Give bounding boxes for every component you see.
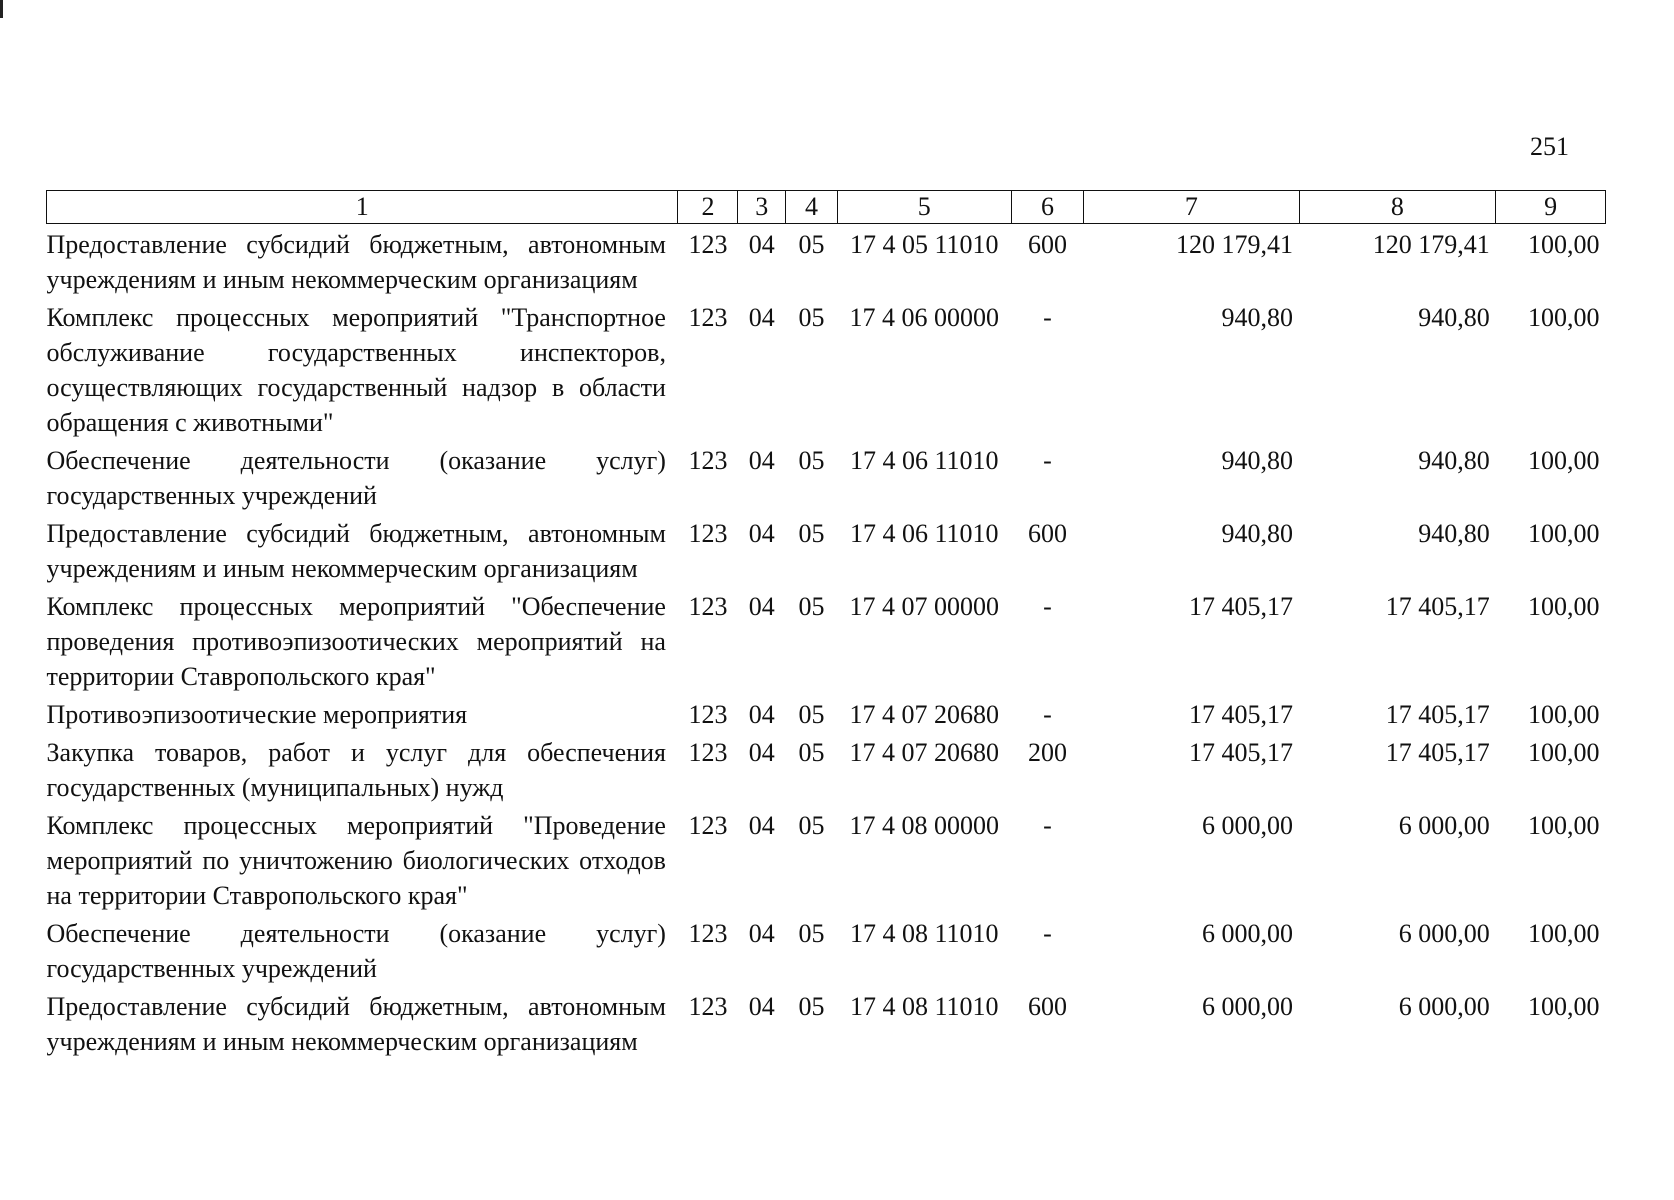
row-amount-7: 17 405,17: [1189, 738, 1294, 767]
row-code-2: 123: [688, 992, 728, 1021]
page-number: 251: [1530, 132, 1569, 161]
row-percent-9: 100,00: [1528, 230, 1600, 259]
row-amount-7: 6 000,00: [1202, 992, 1294, 1021]
row-code-6: -: [1043, 811, 1052, 840]
table-row: [47, 913, 1606, 986]
row-code-3: 04: [748, 738, 775, 767]
row-code-6: 600: [1027, 230, 1067, 259]
row-code-6: 200: [1027, 738, 1067, 767]
row-code-2: 123: [688, 446, 728, 475]
row-percent-9: 100,00: [1528, 992, 1600, 1021]
table-row: [47, 297, 1606, 440]
row-code-5: 17 4 08 00000: [849, 811, 1000, 840]
row-code-3: 04: [748, 519, 775, 548]
table-body: [47, 224, 1606, 1060]
scan-edge-mark: [0, 0, 3, 18]
table-row: [47, 805, 1606, 913]
row-code-2: 123: [688, 230, 728, 259]
column-header-1: 1: [47, 191, 678, 224]
table-row: [47, 513, 1606, 586]
column-header-5: 5: [837, 191, 1011, 224]
row-code-6: -: [1043, 919, 1052, 948]
row-percent-9: 100,00: [1528, 811, 1600, 840]
row-amount-7: 17 405,17: [1189, 592, 1294, 621]
row-code-4: 05: [798, 919, 825, 948]
row-code-5: 17 4 07 20680: [849, 700, 1000, 729]
row-amount-8: 6 000,00: [1398, 919, 1490, 948]
table-row: [47, 586, 1606, 694]
row-amount-7: 940,80: [1221, 519, 1294, 548]
row-amount-7: 6 000,00: [1202, 811, 1294, 840]
row-code-6: -: [1043, 700, 1052, 729]
row-code-2: 123: [688, 592, 728, 621]
column-header-9: 9: [1496, 191, 1606, 224]
row-name: Предоставление субсидий бюджетным, автономным учреждениям и иным некоммерческим организациям: [46, 992, 666, 1056]
row-name: Противоэпизоотические мероприятия: [46, 700, 468, 729]
row-code-2: 123: [688, 811, 728, 840]
row-code-4: 05: [798, 446, 825, 475]
row-name: Комплекс процессных мероприятий "Проведение мероприятий по уничтожению биологических отходов на территории Ставропольского края": [46, 811, 666, 910]
column-header-2: 2: [678, 191, 738, 224]
row-name: Обеспечение деятельности (оказание услуг) государственных учреждений: [46, 919, 666, 983]
row-amount-8: 17 405,17: [1385, 700, 1490, 729]
row-name: Комплекс процессных мероприятий "Обеспечение проведения противоэпизоотических мероприятий на территории Ставропольского края": [46, 592, 666, 691]
column-header-8: 8: [1299, 191, 1496, 224]
row-code-3: 04: [748, 446, 775, 475]
row-amount-8: 940,80: [1418, 519, 1490, 548]
row-percent-9: 100,00: [1528, 303, 1600, 332]
row-name: Предоставление субсидий бюджетным, автономным учреждениям и иным некоммерческим организациям: [46, 519, 666, 583]
table-row: [47, 986, 1606, 1059]
row-code-4: 05: [798, 230, 825, 259]
row-amount-7: 17 405,17: [1189, 700, 1294, 729]
row-code-5: 17 4 07 00000: [849, 592, 1000, 621]
row-code-4: 05: [798, 519, 825, 548]
row-name: Обеспечение деятельности (оказание услуг) государственных учреждений: [46, 446, 666, 510]
header-row: [47, 191, 1606, 224]
row-amount-7: 940,80: [1221, 446, 1294, 475]
row-code-3: 04: [748, 919, 775, 948]
row-code-4: 05: [798, 592, 825, 621]
row-name: Закупка товаров, работ и услуг для обеспечения государственных (муниципальных) нужд: [46, 738, 666, 802]
row-percent-9: 100,00: [1528, 738, 1600, 767]
row-code-4: 05: [798, 303, 825, 332]
row-amount-8: 6 000,00: [1398, 811, 1490, 840]
table-header: [47, 191, 1606, 224]
row-amount-8: 6 000,00: [1398, 992, 1490, 1021]
row-percent-9: 100,00: [1528, 519, 1600, 548]
row-code-5: 17 4 06 11010: [850, 446, 999, 475]
row-code-5: 17 4 06 11010: [850, 519, 999, 548]
row-name: Комплекс процессных мероприятий "Транспортное обслуживание государственных инспекторов, осуществляющих государственный надзор в области обращения с животными": [46, 303, 666, 437]
row-amount-7: 6 000,00: [1202, 919, 1294, 948]
row-code-3: 04: [748, 230, 775, 259]
row-code-5: 17 4 05 11010: [850, 230, 999, 259]
row-code-3: 04: [748, 992, 775, 1021]
table-row: [47, 224, 1606, 298]
row-code-6: 600: [1027, 519, 1067, 548]
row-code-3: 04: [748, 303, 775, 332]
row-code-6: -: [1043, 446, 1052, 475]
row-code-5: 17 4 06 00000: [849, 303, 1000, 332]
row-amount-8: 120 179,41: [1372, 230, 1490, 259]
row-code-5: 17 4 07 20680: [849, 738, 1000, 767]
row-code-6: -: [1043, 303, 1052, 332]
table-row: [47, 694, 1606, 732]
row-code-2: 123: [688, 519, 728, 548]
row-amount-8: 940,80: [1418, 446, 1490, 475]
row-code-4: 05: [798, 738, 825, 767]
row-code-3: 04: [748, 700, 775, 729]
row-amount-7: 120 179,41: [1176, 230, 1294, 259]
row-code-6: 600: [1027, 992, 1067, 1021]
row-code-2: 123: [688, 700, 728, 729]
row-code-3: 04: [748, 592, 775, 621]
row-code-4: 05: [798, 811, 825, 840]
column-header-4: 4: [786, 191, 838, 224]
row-percent-9: 100,00: [1528, 700, 1600, 729]
row-code-5: 17 4 08 11010: [850, 992, 999, 1021]
row-amount-8: 940,80: [1418, 303, 1490, 332]
row-amount-7: 940,80: [1221, 303, 1294, 332]
row-code-5: 17 4 08 11010: [850, 919, 999, 948]
table-row: [47, 440, 1606, 513]
row-code-3: 04: [748, 811, 775, 840]
row-percent-9: 100,00: [1528, 592, 1600, 621]
row-code-2: 123: [688, 738, 728, 767]
row-percent-9: 100,00: [1528, 919, 1600, 948]
column-header-6: 6: [1011, 191, 1083, 224]
row-code-2: 123: [688, 303, 728, 332]
row-code-4: 05: [798, 700, 825, 729]
row-code-6: -: [1043, 592, 1052, 621]
column-header-7: 7: [1084, 191, 1299, 224]
row-amount-8: 17 405,17: [1385, 738, 1490, 767]
row-name: Предоставление субсидий бюджетным, автономным учреждениям и иным некоммерческим организациям: [46, 230, 666, 294]
row-amount-8: 17 405,17: [1385, 592, 1490, 621]
row-code-4: 05: [798, 992, 825, 1021]
row-code-2: 123: [688, 919, 728, 948]
budget-table: [46, 190, 1606, 1059]
table-row: [47, 732, 1606, 805]
row-percent-9: 100,00: [1528, 446, 1600, 475]
column-header-3: 3: [738, 191, 786, 224]
